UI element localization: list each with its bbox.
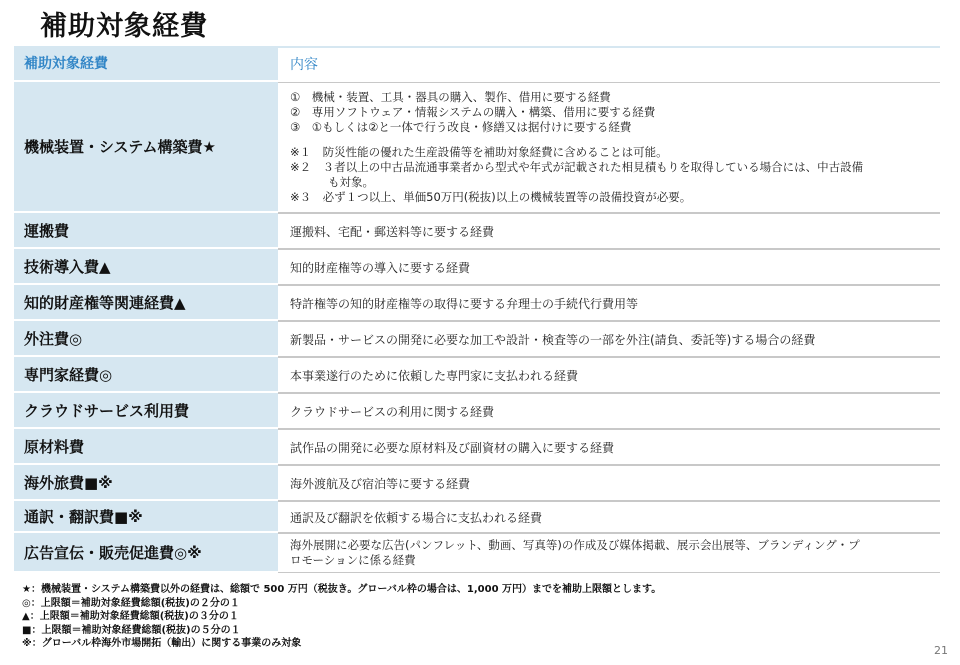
desc-line: ※３ 必ず１つ以上、単価50万円(税抜)以上の機械装置等の設備投資が必要。 — [290, 190, 692, 204]
page-number: 21 — [934, 644, 948, 657]
desc-line: 海外展開に必要な広告(パンフレット、動画、写真等)の作成及び媒体掲載、展示会出展等、ブランディング・プ — [290, 538, 860, 552]
expense-description: 海外渡航及び宿泊等に要する経費 — [278, 465, 940, 501]
expense-description: 試作品の開発に必要な原材料及び副資材の購入に要する経費 — [278, 429, 940, 465]
header-content-label: 内容 — [278, 46, 940, 82]
expense-name: 運搬費 — [14, 213, 278, 249]
expense-table — [14, 46, 940, 573]
table-row — [14, 357, 940, 393]
table-row — [14, 429, 940, 465]
table-row — [14, 82, 940, 213]
expense-name: 原材料費 — [14, 429, 278, 465]
header-expense-label: 補助対象経費 — [14, 46, 278, 82]
table-row — [14, 213, 940, 249]
table-row — [14, 321, 940, 357]
expense-description — [278, 533, 940, 573]
desc-line: ロモーションに係る経費 — [290, 553, 416, 567]
expense-name: 外注費◎ — [14, 321, 278, 357]
footnote: ◎：上限額＝補助対象経費総額(税抜)の２分の１ — [22, 597, 240, 609]
expense-description: 本事業遂行のために依頼した専門家に支払われる経費 — [278, 357, 940, 393]
page-title: 補助対象経費 — [40, 11, 208, 42]
expense-description: クラウドサービスの利用に関する経費 — [278, 393, 940, 429]
desc-line: も対象。 — [328, 175, 374, 189]
expense-description: 新製品・サービスの開発に必要な加工や設計・検査等の一部を外注(請負、委託等)する場合の経費 — [278, 321, 940, 357]
table-row — [14, 465, 940, 501]
expense-name: 通訳・翻訳費■※ — [14, 501, 278, 533]
expense-name: 海外旅費■※ — [14, 465, 278, 501]
expense-name: 広告宣伝・販売促進費◎※ — [14, 533, 278, 573]
expense-description — [278, 82, 940, 213]
desc-line: ③ ①もしくは②と一体で行う改良・修繕又は据付けに要する経費 — [290, 120, 632, 134]
footnotes — [22, 583, 661, 651]
table-row — [14, 285, 940, 321]
table-row — [14, 249, 940, 285]
expense-name: 専門家経費◎ — [14, 357, 278, 393]
expense-name: 機械装置・システム構築費★ — [14, 82, 278, 213]
table-row — [14, 393, 940, 429]
table-row — [14, 501, 940, 533]
desc-line: ② 専用ソフトウェア・情報システムの購入・構築、借用に要する経費 — [290, 105, 656, 119]
footnote: ■：上限額＝補助対象経費総額(税抜)の５分の１ — [22, 624, 241, 636]
desc-line: ※１ 防災性能の優れた生産設備等を補助対象経費に含めることは可能。 — [290, 145, 668, 159]
footnote: ★：機械装置・システム構築費以外の経費は、総額で 500 万円（税抜き。グローバル枠の場合は、1,000 万円）までを補助上限額とします。 — [22, 584, 662, 595]
expense-description: 知的財産権等の導入に要する経費 — [278, 249, 940, 285]
table-header-row — [14, 46, 940, 82]
expense-name: 技術導入費▲ — [14, 249, 278, 285]
expense-description: 通訳及び翻訳を依頼する場合に支払われる経費 — [278, 501, 940, 533]
expense-description: 運搬料、宅配・郵送料等に要する経費 — [278, 213, 940, 249]
expense-name: 知的財産権等関連経費▲ — [14, 285, 278, 321]
desc-line: ① 機械・装置、工具・器具の購入、製作、借用に要する経費 — [290, 90, 611, 104]
footnote: ▲：上限額＝補助対象経費総額(税抜)の３分の１ — [22, 611, 239, 622]
expense-name: クラウドサービス利用費 — [14, 393, 278, 429]
footnote: ※：グローバル枠海外市場開拓（輸出）に関する事業のみ対象 — [22, 638, 302, 649]
table-row — [14, 533, 940, 573]
expense-description: 特許権等の知的財産権等の取得に要する弁理士の手続代行費用等 — [278, 285, 940, 321]
desc-line: ※２ ３者以上の中古品流通事業者から型式や年式が記載された相見積もりを取得している場合には、中古設備 — [290, 160, 864, 174]
